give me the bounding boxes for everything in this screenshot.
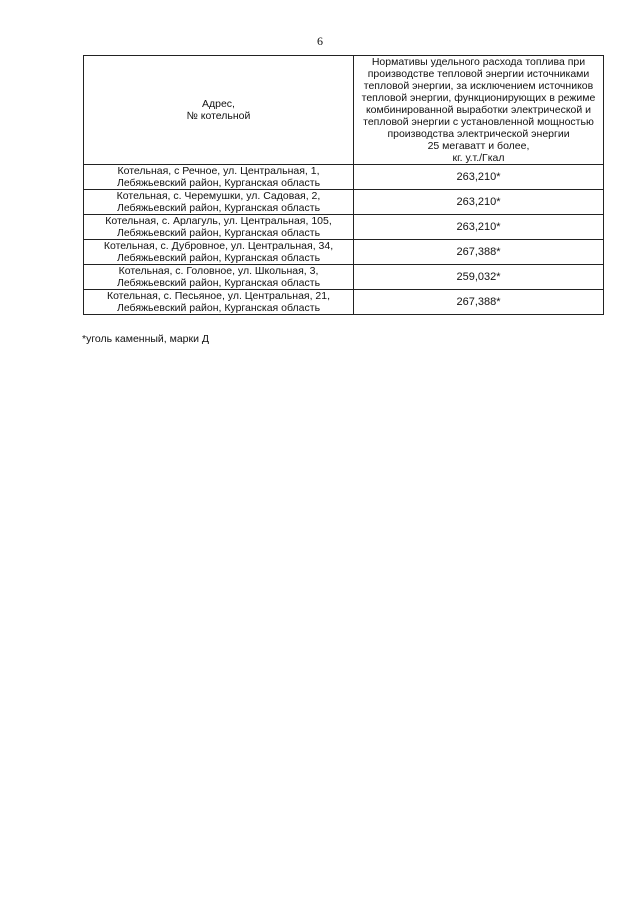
norm-value: 267,388* xyxy=(354,290,604,315)
norm-value: 263,210* xyxy=(354,215,604,240)
fuel-norms-table xyxy=(83,55,604,315)
norm-value: 263,210* xyxy=(354,165,604,190)
norm-value: 267,388* xyxy=(354,240,604,265)
table-row xyxy=(84,165,604,190)
boiler-address: Котельная, с. Арлагуль, ул. Центральная, 105, Лебяжьевский район, Курганская область xyxy=(84,215,354,240)
header-address xyxy=(84,56,354,165)
table-row xyxy=(84,290,604,315)
table-row xyxy=(84,190,604,215)
boiler-address: Котельная, с. Дубровное, ул. Центральная, 34, Лебяжьевский район, Курганская область xyxy=(84,240,354,265)
norm-value: 259,032* xyxy=(354,265,604,290)
header-address-label: Адрес, № котельной xyxy=(186,98,251,122)
table-row xyxy=(84,215,604,240)
boiler-address: Котельная, с. Головное, ул. Школьная, 3, Лебяжьевский район, Курганская область xyxy=(84,265,354,290)
table-row xyxy=(84,240,604,265)
norm-value: 263,210* xyxy=(354,190,604,215)
footnote: *уголь каменный, марки Д xyxy=(82,333,210,345)
header-norm: Нормативы удельного расхода топлива при производстве тепловой энергии источниками тепловой энергии, за исключением источников тепловой энергии, функционирующих в режиме комбинированной выработки электрической и тепловой энергии с установленной мощностью производства электрической энергии 25 мегаватт и более, кг. у.т./Гкал xyxy=(354,56,604,165)
boiler-address: Котельная, с. Песьяное, ул. Центральная, 21, Лебяжьевский район, Курганская область xyxy=(84,290,354,315)
table-row xyxy=(84,265,604,290)
boiler-address: Котельная, с. Черемушки, ул. Садовая, 2, Лебяжьевский район, Курганская область xyxy=(84,190,354,215)
table-header-row xyxy=(84,56,604,165)
boiler-address: Котельная, с Речное, ул. Центральная, 1, Лебяжьевский район, Курганская область xyxy=(84,165,354,190)
page-number: 6 xyxy=(317,34,323,48)
